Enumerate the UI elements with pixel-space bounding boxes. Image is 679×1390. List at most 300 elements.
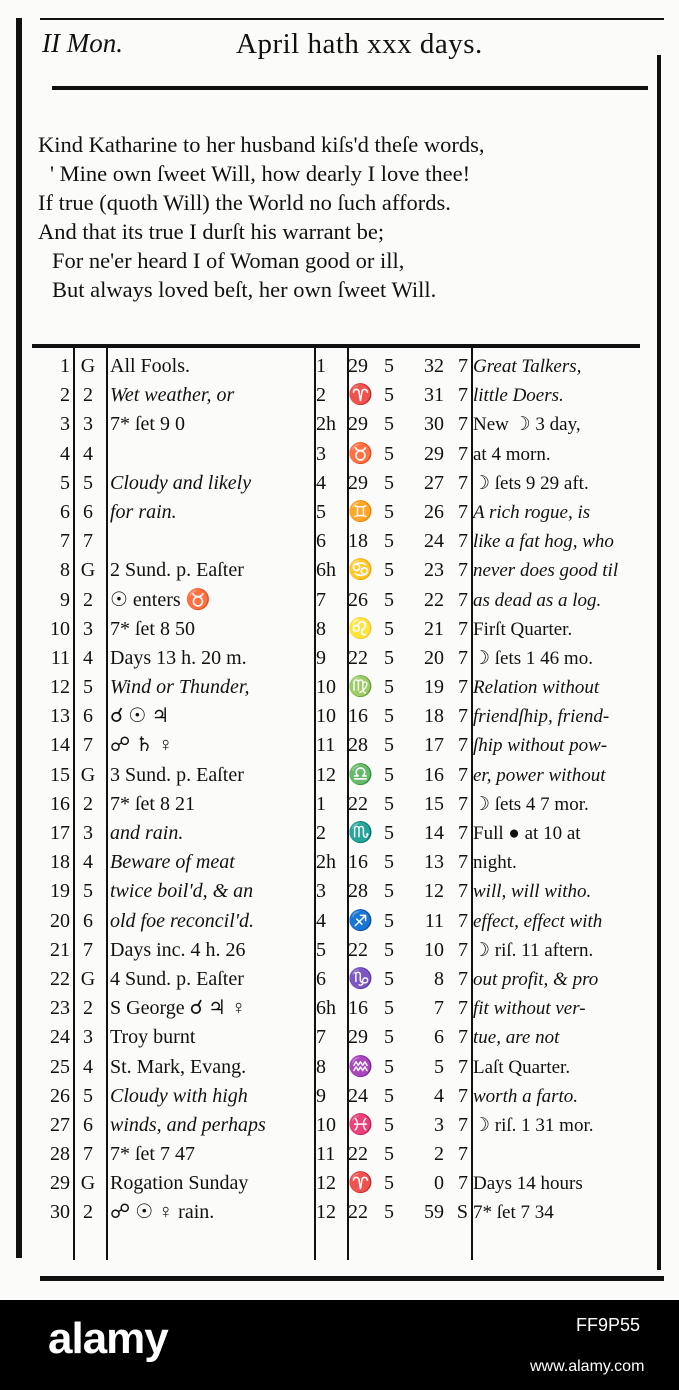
weekday-letter: 7 [83,530,93,553]
event-text: Days 13 h. 20 m. [110,646,247,669]
moon-place: 16 [348,997,368,1020]
sun-rise-hour: 5 [384,1201,394,1224]
sun-set-hour: 7 [458,967,468,990]
event-text: Cloudy with high [110,1084,248,1107]
table-row [32,1198,657,1227]
table-row [32,790,657,819]
table-row [32,731,657,760]
sun-set-hour: S [456,1201,468,1224]
remark-text: ☽ ſets 9 29 aft. [473,472,589,494]
month-label: II Mon. [42,28,123,58]
event-text: 7* ſet 8 50 [110,617,195,640]
sun-rise-hour: 5 [384,646,394,669]
sun-rise-hour: 5 [384,1172,394,1195]
sun-rise-hour: 5 [384,500,394,523]
moon-hour: 10 [316,705,336,728]
remark-text: effect, effect with [473,910,603,932]
sun-set-hour: 7 [458,1055,468,1078]
day-number: 29 [50,1172,70,1195]
moon-hour: 2 [316,384,326,407]
sun-rise-hour: 5 [384,734,394,757]
sun-rise-hour: 5 [384,471,394,494]
sun-rise-minute: 10 [424,938,444,961]
weekday-letter: 5 [83,1084,93,1107]
sun-rise-hour: 5 [384,1084,394,1107]
moon-hour: 12 [316,1201,336,1224]
event-text: Cloudy and likely [110,471,252,494]
moon-hour: 3 [316,880,326,903]
moon-place: ♐ [348,909,373,932]
table-row [32,644,657,673]
sun-rise-minute: 23 [424,559,444,582]
event-text: St. Mark, Evang. [110,1055,247,1078]
moon-place: ♈ [348,384,373,407]
remark-text: like a fat hog, who [473,531,614,553]
sun-rise-hour: 5 [384,442,394,465]
sun-rise-hour: 5 [384,997,394,1020]
event-text: Beware of meat [110,851,235,874]
remark-text: friendſhip, friend- [473,706,610,728]
sun-rise-minute: 29 [424,442,444,465]
sun-rise-minute: 5 [434,1055,444,1078]
day-number: 6 [60,500,70,523]
moon-hour: 2 [316,822,326,844]
event-text: Troy burnt [110,1026,196,1049]
sun-rise-minute: 11 [424,909,444,932]
remark-text: worth a farto. [473,1085,579,1107]
sun-rise-minute: 2 [434,1143,444,1166]
table-row [32,352,657,381]
moon-place: 22 [348,646,368,669]
moon-place: 28 [348,734,368,757]
sun-set-hour: 7 [458,559,468,582]
moon-place: 24 [348,1084,368,1107]
moon-hour: 10 [316,1113,336,1136]
event-text: twice boil'd, & an [110,880,254,903]
table-row [32,527,657,556]
sun-rise-hour: 5 [384,1143,394,1166]
moon-place: ♉ [348,442,373,465]
remark-text: night. [473,852,517,874]
sun-rise-minute: 19 [424,676,444,699]
moon-place: ♊ [348,500,373,523]
weekday-letter: 4 [83,442,93,465]
sun-rise-minute: 24 [424,530,444,553]
weekday-letter: G [80,355,96,377]
weekday-letter: 4 [83,851,93,874]
sun-set-hour: 7 [458,384,468,407]
weekday-letter: 7 [83,1143,93,1166]
event-text: Wind or Thunder, [110,676,250,699]
sun-rise-hour: 5 [384,851,394,874]
table-row [32,556,657,585]
day-number: 23 [50,997,70,1020]
moon-hour: 3 [316,442,326,465]
moon-place: 29 [348,413,368,436]
sun-set-hour: 7 [458,442,468,465]
table-row [32,761,657,790]
weekday-letter: 2 [83,384,93,407]
sun-set-hour: 7 [458,676,468,699]
sun-rise-minute: 3 [434,1113,444,1136]
day-number: 14 [50,734,70,757]
moon-place: 26 [348,588,368,611]
sun-set-hour: 7 [458,355,468,377]
sun-rise-minute: 13 [424,851,444,874]
moon-place: ♎ [348,763,373,786]
sun-rise-hour: 5 [384,1026,394,1049]
sun-rise-hour: 5 [384,705,394,728]
weekday-letter: 7 [83,938,93,961]
moon-place: ♑ [348,967,373,990]
weekday-letter: 6 [83,500,93,523]
moon-hour: 6h [316,559,336,582]
moon-place: ♓ [348,1113,373,1136]
day-number: 3 [60,413,70,436]
event-text: ☍ ☉ ♀ rain. [110,1201,215,1224]
moon-hour: 2h [316,413,336,436]
remark-text: Relation without [473,677,600,699]
sun-rise-hour: 5 [384,822,394,844]
remark-text: ſhip without pow- [473,735,608,757]
remark-text: Great Talkers, [473,356,582,377]
sun-set-hour: 7 [458,617,468,640]
event-text: old foe reconcil'd. [110,909,255,932]
moon-hour: 11 [316,1143,336,1166]
day-number: 22 [50,967,70,990]
moon-place: 16 [348,851,368,874]
remark-text: tue, are not [473,1027,560,1049]
weekday-letter: 2 [83,997,93,1020]
remark-text: little Doers. [473,385,564,407]
table-row [32,819,657,848]
moon-place: 22 [348,1201,368,1224]
weekday-letter: 6 [83,705,93,728]
title-divider [52,86,648,90]
verse-line: For ne'er heard I of Woman good or ill, [52,248,405,273]
event-text: winds, and perhaps [110,1113,266,1136]
verse-line: If true (quoth Will) the World no ſuch affords. [38,190,451,215]
sun-rise-hour: 5 [384,617,394,640]
weekday-letter: G [80,967,96,990]
table-row [32,615,657,644]
sun-set-hour: 7 [458,500,468,523]
weekday-letter: 6 [83,1113,93,1136]
sun-rise-hour: 5 [384,938,394,961]
day-number: 5 [60,471,70,494]
table-row [32,1140,657,1169]
sun-set-hour: 7 [458,646,468,669]
moon-place: ♍ [348,676,373,699]
verse-line: And that its true I durſt his warrant be; [38,219,385,244]
table-row [32,1082,657,1111]
day-number: 16 [50,792,70,815]
table-row [32,1053,657,1082]
table-row [32,410,657,439]
day-number: 2 [60,384,70,407]
event-text: 3 Sund. p. Eaſter [110,763,244,786]
remark-text: at 4 morn. [473,443,551,465]
remark-text: ☽ riſ. 11 aftern. [473,939,594,961]
moon-place: 18 [348,530,368,553]
moon-hour: 11 [316,734,336,757]
sun-set-hour: 7 [458,413,468,436]
table-row [32,936,657,965]
event-text: 7* ſet 8 21 [110,792,195,815]
remark-text: Laſt Quarter. [473,1056,571,1078]
moon-hour: 6 [316,967,326,990]
sun-rise-hour: 5 [384,588,394,611]
day-number: 9 [60,588,70,611]
moon-place: ♋ [348,559,373,582]
moon-place: ♌ [348,617,373,640]
moon-place: 22 [348,938,368,961]
moon-place: ♏ [348,822,373,844]
moon-hour: 9 [316,1084,326,1107]
sun-rise-hour: 5 [384,559,394,582]
table-row [32,498,657,527]
moon-place: 29 [348,1026,368,1049]
weekday-letter: 4 [83,1055,93,1078]
sun-rise-hour: 5 [384,384,394,407]
moon-hour: 12 [316,763,336,786]
weekday-letter: G [80,763,96,786]
day-number: 19 [50,880,70,903]
sun-rise-hour: 5 [384,967,394,990]
sun-rise-minute: 22 [424,588,444,611]
sun-rise-minute: 17 [424,734,444,757]
table-top-rule [32,344,640,348]
day-number: 10 [50,617,70,640]
moon-hour: 1 [316,355,326,377]
moon-hour: 4 [316,909,326,932]
table-row [32,440,657,469]
moon-place: 22 [348,1143,368,1166]
moon-hour: 8 [316,1055,326,1078]
sun-rise-minute: 4 [434,1084,444,1107]
sun-set-hour: 7 [458,705,468,728]
verse-line: But always loved beſt, her own ſweet Will. [52,277,437,302]
sun-set-hour: 7 [458,471,468,494]
sun-set-hour: 7 [458,763,468,786]
remark-text: 7* ſet 7 34 [473,1202,554,1224]
moon-hour: 6h [316,997,336,1020]
table-row [32,1023,657,1052]
weekday-letter: 5 [83,880,93,903]
page-border-bottom [40,1276,664,1281]
weekday-letter: 3 [83,1026,93,1049]
sun-set-hour: 7 [458,792,468,815]
table-row [32,673,657,702]
weekday-letter: 3 [83,413,93,436]
event-text: ☍ ♄ ♀ [110,734,174,757]
sun-set-hour: 7 [458,909,468,932]
day-number: 21 [50,938,70,961]
sun-rise-minute: 32 [424,355,444,377]
event-text: 4 Sund. p. Eaſter [110,967,244,990]
moon-hour: 5 [316,938,326,961]
moon-place: 29 [348,355,368,377]
table-row [32,702,657,731]
sun-rise-minute: 14 [424,822,444,844]
day-number: 4 [60,442,70,465]
day-number: 27 [50,1113,70,1136]
event-text: 7* ſet 9 0 [110,413,185,436]
sun-rise-minute: 0 [434,1172,444,1195]
remark-text: ☽ ſets 1 46 mo. [473,647,593,669]
sun-set-hour: 7 [458,734,468,757]
remark-text: A rich rogue, is [473,501,591,523]
sun-rise-minute: 8 [434,967,444,990]
sun-rise-minute: 6 [434,1026,444,1049]
day-number: 18 [50,851,70,874]
verse-line: ' Mine own ſweet Will, how dearly I love thee! [50,161,471,186]
day-number: 11 [50,646,70,669]
weekday-letter: 5 [83,676,93,699]
sun-rise-hour: 5 [384,530,394,553]
moon-hour: 7 [316,588,326,611]
watermark-bar [0,1300,679,1390]
moon-place: ♒ [348,1055,373,1078]
image-id: FF9P55 [576,1315,641,1335]
sun-rise-minute: 27 [424,471,444,494]
sun-set-hour: 7 [458,938,468,961]
calendar-table [32,352,657,1228]
table-row [32,965,657,994]
table-row [32,848,657,877]
remark-text: ☽ ſets 4 7 mor. [473,793,589,815]
event-text: for rain. [110,500,177,523]
day-number: 30 [50,1201,70,1224]
remark-text: as dead as a log. [473,589,602,611]
sun-rise-minute: 59 [424,1201,444,1224]
table-row [32,907,657,936]
event-text: 7* ſet 7 47 [110,1143,195,1166]
event-text: 2 Sund. p. Eaſter [110,559,244,582]
remark-text: never does good til [473,560,619,582]
sun-rise-minute: 18 [424,705,444,728]
day-number: 20 [50,909,70,932]
sun-rise-hour: 5 [384,880,394,903]
moon-hour: 8 [316,617,326,640]
sun-rise-minute: 16 [424,763,444,786]
sun-rise-minute: 21 [424,617,444,640]
verse-line: Kind Katharine to her husband kiſs'd theſe words, [38,132,485,157]
weekday-letter: 3 [83,822,93,844]
table-row [32,994,657,1023]
weekday-letter: 7 [83,734,93,757]
sun-rise-minute: 20 [424,646,444,669]
moon-hour: 6 [316,530,326,553]
weekday-letter: 5 [83,471,93,494]
day-number: 28 [50,1143,70,1166]
sun-rise-minute: 26 [424,500,444,523]
weekday-letter: 2 [83,792,93,815]
remark-text: Days 14 hours [473,1173,583,1195]
site-url: www.alamy.com [530,1358,645,1375]
sun-rise-hour: 5 [384,909,394,932]
sun-rise-hour: 5 [384,413,394,436]
moon-hour: 5 [316,500,326,523]
day-number: 12 [50,676,70,699]
event-text: Days inc. 4 h. 26 [110,938,246,961]
weekday-letter: 3 [83,617,93,640]
weekday-letter: 2 [83,1201,93,1224]
verse-block [38,130,648,304]
sun-rise-minute: 7 [434,997,444,1020]
event-text: Wet weather, or [110,384,235,407]
sun-set-hour: 7 [458,588,468,611]
sun-set-hour: 7 [458,1084,468,1107]
remark-text: New ☽ 3 day, [473,414,581,436]
page-border-left [16,18,22,1258]
sun-rise-hour: 5 [384,1055,394,1078]
moon-place: 22 [348,792,368,815]
day-number: 17 [50,822,70,844]
day-number: 7 [60,530,70,553]
moon-hour: 7 [316,1026,326,1049]
table-row [32,381,657,410]
moon-hour: 9 [316,646,326,669]
event-text: All Fools. [110,355,191,377]
remark-text: Full ● at 10 at [473,823,581,844]
moon-place: 29 [348,471,368,494]
page-border-top [40,18,664,20]
day-number: 13 [50,705,70,728]
sun-rise-minute: 31 [424,384,444,407]
moon-place: ♈ [348,1172,373,1195]
weekday-letter: G [80,1172,96,1195]
sun-rise-hour: 5 [384,1113,394,1136]
moon-hour: 2h [316,851,336,874]
day-number: 1 [60,355,70,377]
day-number: 8 [60,559,70,582]
day-number: 26 [50,1084,70,1107]
weekday-letter: 6 [83,909,93,932]
sun-rise-hour: 5 [384,792,394,815]
sun-rise-minute: 30 [424,413,444,436]
table-row [32,469,657,498]
remark-text: fit without ver- [473,998,586,1020]
sun-set-hour: 7 [458,880,468,903]
sun-set-hour: 7 [458,1113,468,1136]
event-text: ☉ enters ♉ [110,588,211,611]
sun-set-hour: 7 [458,997,468,1020]
sun-set-hour: 7 [458,851,468,874]
table-row [32,1111,657,1140]
day-number: 24 [50,1026,70,1049]
remark-text: out profit, & pro [473,968,599,990]
remark-text: er, power without [473,764,606,786]
sun-rise-hour: 5 [384,763,394,786]
table-row [32,586,657,615]
sun-set-hour: 7 [458,1143,468,1166]
event-text: S George ☌ ♃ ♀ [110,997,246,1020]
weekday-letter: G [80,559,96,582]
moon-hour: 10 [316,676,336,699]
event-text: and rain. [110,822,184,844]
sun-set-hour: 7 [458,1172,468,1195]
table-row [32,877,657,906]
table-row [32,1169,657,1198]
moon-hour: 1 [316,792,326,815]
watermark-logo: alamy [48,1314,168,1363]
day-number: 25 [50,1055,70,1078]
event-text: ☌ ☉ ♃ [110,705,170,728]
sun-rise-minute: 12 [424,880,444,903]
moon-place: 28 [348,880,368,903]
remark-text: ☽ riſ. 1 31 mor. [473,1114,594,1136]
